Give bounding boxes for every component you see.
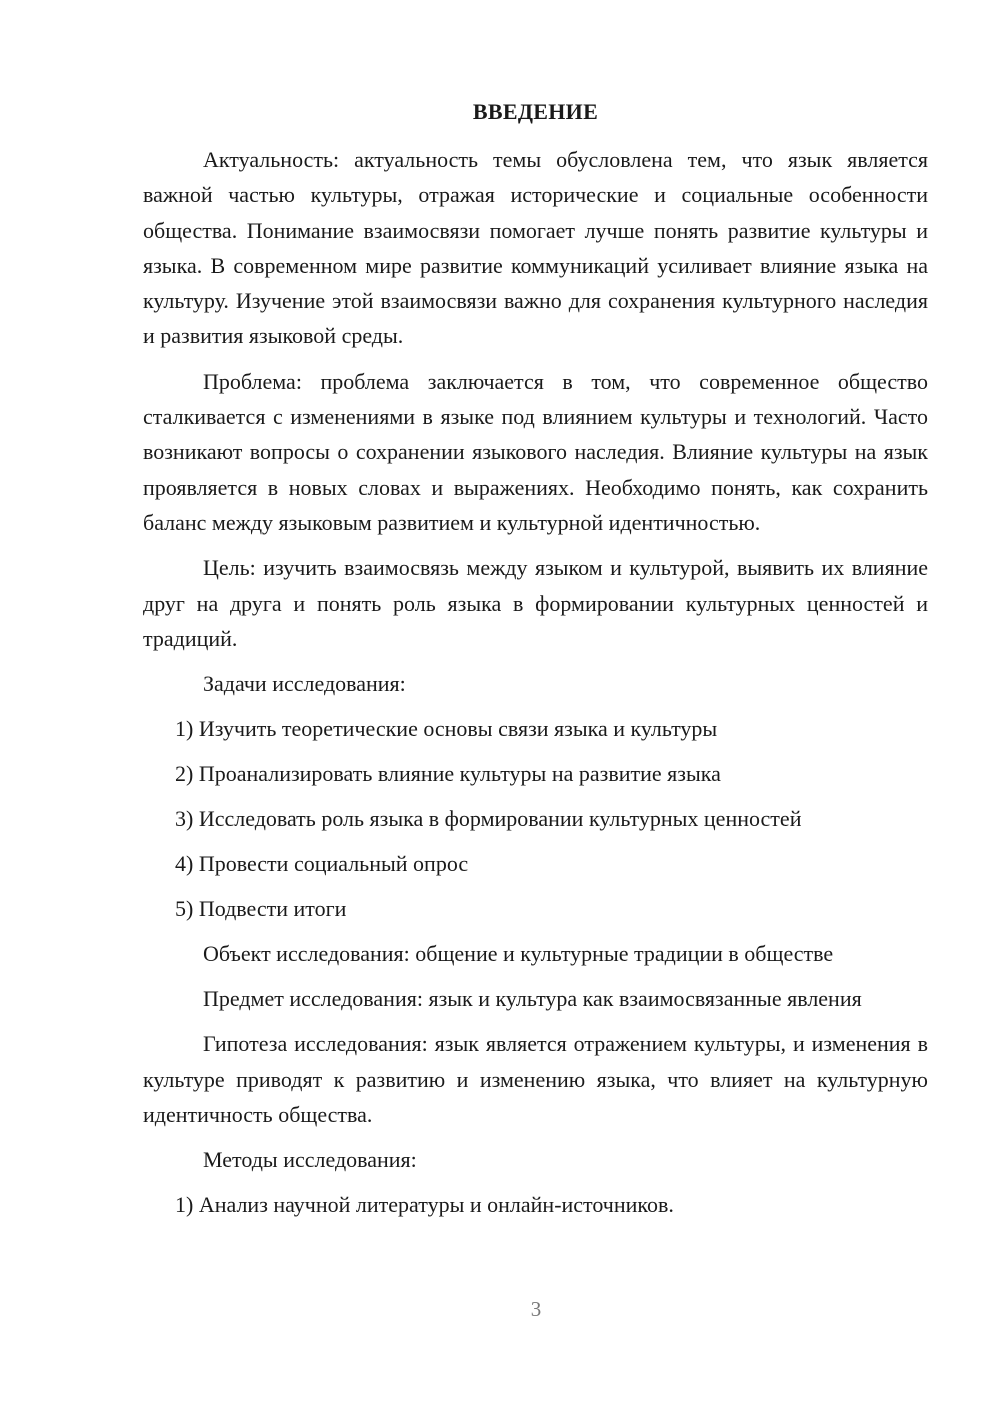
hypothesis-paragraph: Гипотеза исследования: язык является отражением культуры, и изменения в культуре приводят к развитию и изменению языка, что влияет на культурную идентичность общества. [143,1031,928,1128]
object-line: Объект исследования: общение и культурные традиции в обществе [203,941,834,967]
page-number: 3 [530,1297,542,1321]
task-item-1: 1) Изучить теоретические основы связи языка и культуры [175,716,718,742]
tasks-label: Задачи исследования: [203,671,406,697]
relevance-paragraph: Актуальность: актуальность темы обусловлена тем, что язык является важной частью культуры, отражая исторические и социальные особенности общества. Понимание взаимосвязи помогает лучше понять развитие культуры и языка. В современном мире развитие коммуникаций усиливает влияние языка на культуру. Изучение этой взаимосвязи важно для сохранения культурного наследия и развития языковой среды. [143,147,928,349]
document-body [143,96,928,1232]
task-item-5: 5) Подвести итоги [175,896,347,922]
task-item-2: 2) Проанализировать влияние культуры на развитие языка [175,761,721,787]
task-item-4: 4) Провести социальный опрос [175,851,469,877]
methods-label: Методы исследования: [203,1147,417,1173]
task-item-3: 3) Исследовать роль языка в формировании культурных ценностей [175,806,802,832]
problem-paragraph: Проблема: проблема заключается в том, что современное общество сталкивается с изменениями в языке под влиянием культуры и технологий. Часто возникают вопросы о сохранении языкового наследия. Влияние культуры на язык проявляется в новых словах и выражениях. Необходимо понять, как сохранить баланс между языковым развитием и культурной идентичностью. [143,368,928,535]
document-title: ВВЕДЕНИЕ [472,99,599,124]
subject-paragraph: Предмет исследования: язык и культура как взаимосвязанные явления [203,986,862,1012]
goal-paragraph: Цель: изучить взаимосвязь между языком и культурой, выявить их влияние друг на друга и понять роль языка в формировании культурных ценностей и традиций. [143,555,928,651]
method-item-1: 1) Анализ научной литературы и онлайн-источников. [175,1192,674,1218]
